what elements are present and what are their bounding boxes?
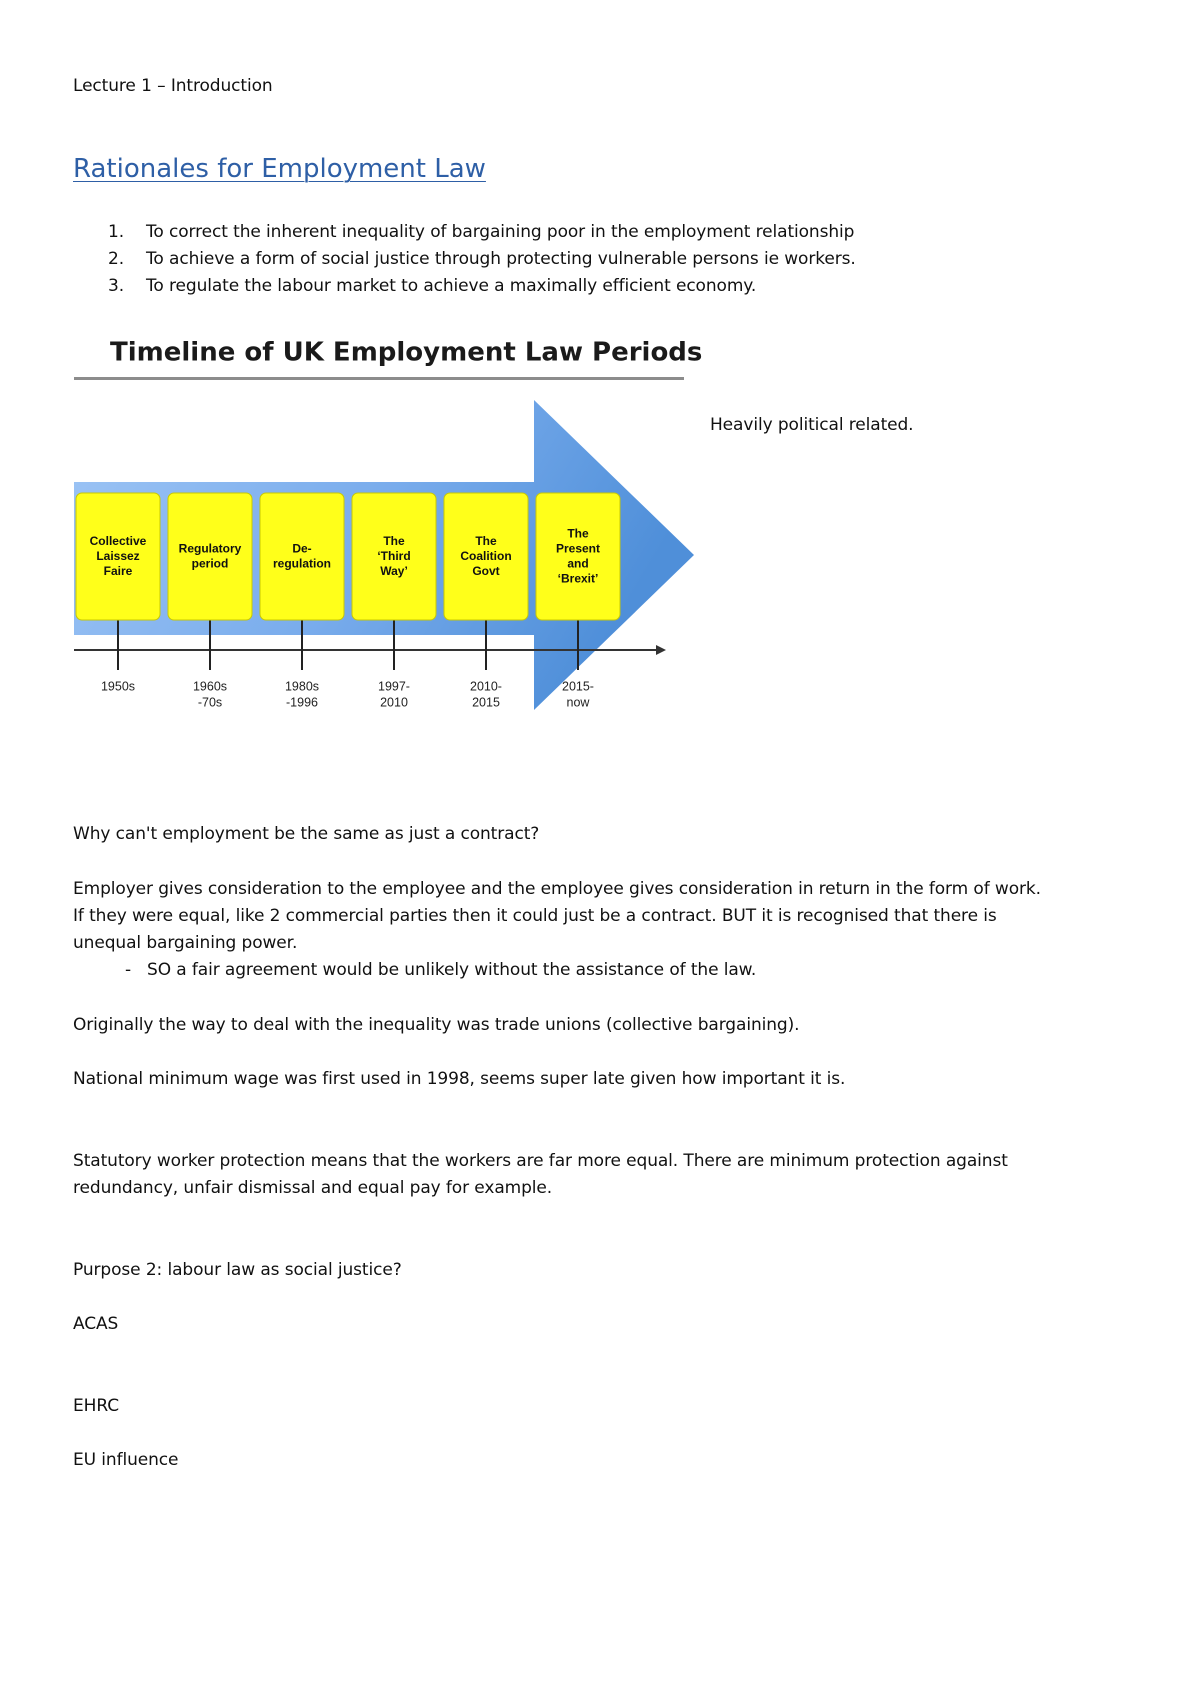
period-date: 2015-: [562, 679, 594, 694]
list-text: To achieve a form of social justice through protecting vulnerable persons ie workers.: [146, 249, 856, 269]
paragraph-line: Employer gives consideration to the employee and the employee gives consideration in return in the form of work.: [73, 879, 1041, 899]
period-label: period: [191, 556, 229, 571]
paragraph-line: If they were equal, like 2 commercial parties then it could just be a contract. BUT it is recognised that there is: [73, 906, 997, 926]
paragraph-line: redundancy, unfair dismissal and equal pay for example.: [73, 1178, 553, 1198]
period-label: regulation: [272, 556, 332, 571]
period-date: -1996: [286, 695, 318, 710]
section-heading: Rationales for Employment Law: [73, 154, 486, 184]
acas-label: ACAS: [73, 1314, 119, 1334]
list-item: [108, 273, 856, 300]
period-date: now: [566, 695, 590, 710]
period-label: Present: [555, 541, 601, 556]
question-text: Why can't employment be the same as just a contract?: [73, 824, 540, 844]
list-text: To correct the inherent inequality of bargaining poor in the employment relationship: [146, 222, 855, 242]
period-label: Govt: [472, 564, 500, 579]
period-date: 1960s: [192, 679, 228, 694]
lecture-header: Lecture 1 – Introduction: [73, 76, 273, 96]
list-number: 1.: [108, 222, 125, 242]
timeline-period: [260, 493, 344, 709]
period-date: 1980s: [284, 679, 320, 694]
period-date: 2010-: [470, 679, 502, 694]
title-rule: [74, 377, 684, 380]
rationales-list: [108, 219, 856, 300]
period-label: Laissez: [96, 549, 140, 564]
timeline-period: [168, 493, 252, 709]
period-label: The: [567, 526, 589, 541]
eu-influence-label: EU influence: [73, 1450, 179, 1470]
period-label: Faire: [103, 564, 133, 579]
list-text: To regulate the labour market to achieve a maximally efficient economy.: [146, 276, 757, 296]
period-label: Collective: [89, 534, 147, 549]
paragraph-line: Originally the way to deal with the inequality was trade unions (collective bargaining).: [73, 1015, 800, 1035]
bullet-text: SO a fair agreement would be unlikely without the assistance of the law.: [147, 960, 757, 980]
timeline-diagram: [64, 325, 702, 727]
period-label: ‘Brexit’: [557, 571, 599, 586]
period-date: 2015: [472, 695, 500, 710]
period-label: Coalition: [460, 549, 512, 564]
ehrc-label: EHRC: [73, 1396, 119, 1416]
period-label: and: [567, 556, 589, 571]
timeline-period: [76, 493, 160, 693]
period-label: The: [475, 534, 497, 549]
list-number: 2.: [108, 249, 125, 269]
bullet-dash: -: [125, 960, 132, 980]
paragraph-line: National minimum wage was first used in 1998, seems super late given how important it is.: [73, 1069, 846, 1089]
timeline-title: Timeline of UK Employment Law Periods: [110, 337, 702, 368]
period-date: 1950s: [100, 679, 136, 694]
list-item: [108, 246, 856, 273]
list-number: 3.: [108, 276, 125, 296]
period-date: -70s: [197, 695, 223, 710]
timeline-period: [352, 493, 436, 709]
period-date: 1997-: [378, 679, 410, 694]
period-label: Way’: [380, 564, 408, 579]
period-label: The: [383, 534, 405, 549]
timeline-period: [444, 493, 528, 709]
paragraph-line: Statutory worker protection means that the workers are far more equal. There are minimum protection against: [73, 1151, 1008, 1171]
period-label: ‘Third: [377, 549, 411, 564]
paragraph-line: unequal bargaining power.: [73, 933, 298, 953]
axis-arrowhead: [656, 645, 666, 655]
side-note: Heavily political related.: [710, 415, 914, 435]
list-item: [108, 219, 856, 246]
period-date: 2010: [380, 695, 408, 710]
period-label: De-: [292, 541, 312, 556]
period-label: Regulatory: [178, 541, 242, 556]
purpose-heading: Purpose 2: labour law as social justice?: [73, 1260, 402, 1280]
